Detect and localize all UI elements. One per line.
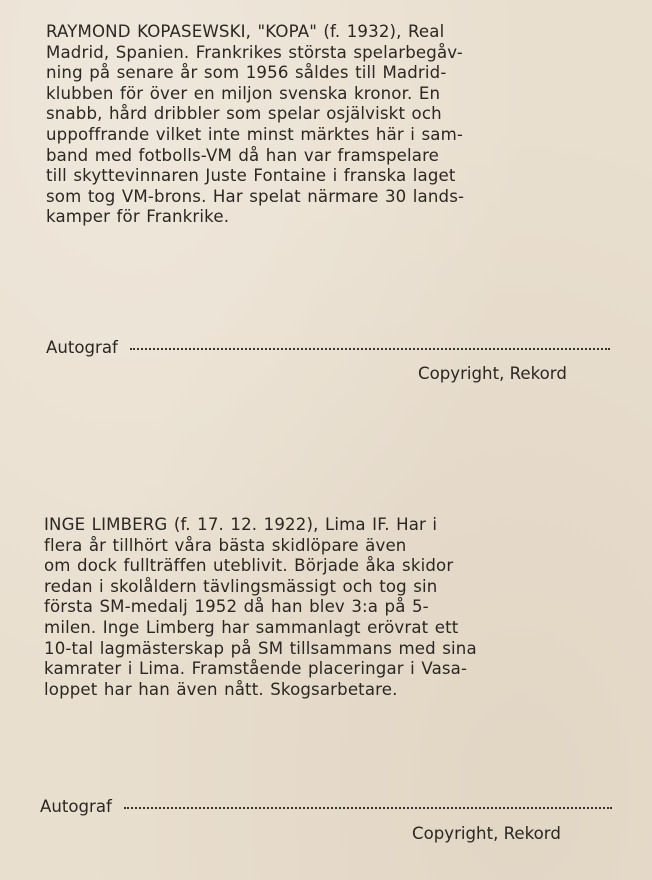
bio-line: kamrater i Lima. Framstående placeringar i Vasa- [44, 659, 468, 679]
bio-line: flera år tillhört våra bästa skidlöpare även [44, 535, 407, 555]
bio-line: loppet har han även nått. Skogsarbetare. [44, 679, 398, 699]
bio-line: INGE LIMBERG (f. 17. 12. 1922), Lima IF. Har i [44, 515, 438, 534]
autograph-row [40, 797, 612, 816]
bio-line: 10-tal lagmästerskap på SM tillsammans med sina [44, 638, 477, 658]
copyright-notice: Copyright, Rekord [418, 364, 567, 383]
bio-line: RAYMOND KOPASEWSKI, "KOPA" (f. 1932), Real [46, 22, 445, 41]
autograph-label: Autograf [40, 797, 112, 816]
bio-line: uppoffrande vilket inte minst märktes här i sam- [46, 124, 464, 144]
bio-line: kamper för Frankrike. [46, 207, 230, 227]
bio-line: milen. Inge Limberg har sammanlagt erövrat ett [44, 617, 459, 637]
autograph-label: Autograf [46, 338, 118, 357]
bio-line: första SM-medalj 1952 då han blev 3:a på 5- [44, 597, 429, 617]
bio-line: snabb, hård dribbler som spelar osjälviskt och [46, 104, 442, 124]
copyright-notice: Copyright, Rekord [412, 824, 561, 843]
card-limberg [0, 440, 652, 880]
bio-line: som tog VM-brons. Har spelat närmare 30 lands- [46, 186, 465, 206]
bio-line: till skyttevinnaren Juste Fontaine i franska laget [46, 166, 456, 186]
autograph-dotted-line [130, 346, 610, 350]
bio-line: om dock fullträffen uteblivit. Började åka skidor [44, 556, 454, 576]
bio-line: band med fotbolls-VM då han var framspelare [46, 145, 440, 165]
autograph-dotted-line [124, 805, 612, 809]
bio-line: ning på senare år som 1956 såldes till Madrid- [46, 63, 447, 83]
bio-line: klubben för över en miljon svenska kronor. En [46, 83, 441, 103]
autograph-row [46, 338, 610, 357]
bio-line: redan i skolåldern tävlingsmässigt och tog sin [44, 576, 438, 596]
bio-text [46, 22, 602, 228]
bio-text [44, 515, 606, 700]
bio-line: Madrid, Spanien. Frankrikes största spelarbegåv- [46, 42, 463, 62]
